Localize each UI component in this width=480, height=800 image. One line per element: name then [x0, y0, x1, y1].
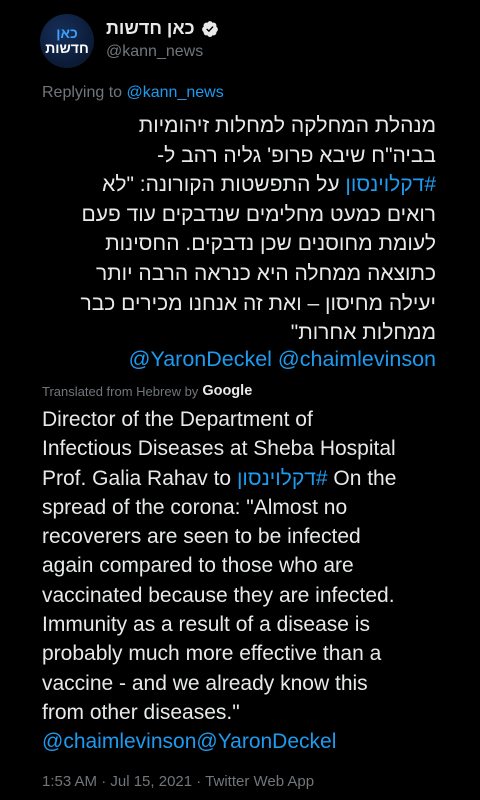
english-mention-links[interactable]: @chaimlevinson@YaronDeckel [42, 730, 337, 754]
english-line: probably much more effective than a [42, 642, 382, 666]
english-line: Infectious Diseases at Sheba Hospital [42, 437, 396, 461]
english-line: vaccinated because they are infected. [42, 583, 395, 607]
replying-prefix: Replying to [42, 84, 127, 101]
hebrew-line: בביה"ח שיבא פרופ' גליה רהב ל- [157, 143, 436, 167]
english-line: recoverers are seen to be infected [42, 525, 361, 549]
english-line-text: On the [327, 466, 397, 490]
translation-attribution [42, 383, 252, 399]
google-logo: Google [202, 383, 253, 399]
reply-target-link[interactable]: @kann_news [126, 84, 224, 101]
hebrew-line: מנהלת המחלקה למחלות זיהומיות [138, 114, 436, 137]
english-line: Director of the Department of [42, 408, 313, 431]
english-line-text: Prof. Galia Rahav to [42, 466, 237, 490]
english-line: spread of the corona: "Almost no [42, 495, 348, 519]
replying-to [42, 84, 224, 102]
avatar-text-line1: כאן [56, 25, 78, 41]
tweet-header [40, 14, 460, 74]
english-line: again compared to those who are [42, 554, 354, 578]
avatar-text-line2: חדשות [45, 40, 89, 56]
hebrew-line: יעילה מחיסון – ואת זה אנחנו מכירים כבר [80, 291, 436, 315]
hebrew-tweet-text [28, 111, 436, 348]
translation-label: Translated from Hebrew by [42, 383, 199, 399]
hebrew-line: לעומת מחוסנים שכן נדבקים. החסינות [105, 232, 436, 256]
verified-badge-icon [201, 20, 219, 38]
avatar[interactable] [40, 14, 94, 68]
hebrew-line: ממחלות אחרות" [290, 321, 436, 345]
handle[interactable]: @kann_news [106, 43, 204, 60]
english-line: Immunity as a result of a disease is [42, 613, 370, 637]
hebrew-line: כתוצאה ממחלה היא כנראה הרבה יותר [95, 261, 436, 285]
tweet-timestamp[interactable]: 1:53 AM · Jul 15, 2021 · Twitter Web App [42, 773, 315, 790]
hashtag-link[interactable]: #דקלוינסון [236, 466, 328, 490]
english-translation-text [42, 405, 462, 757]
hebrew-line-text: על התפשטות הקורונה: "לא [102, 173, 340, 197]
display-name[interactable]: כאן חדשות [106, 18, 195, 38]
english-line [42, 464, 462, 493]
hebrew-line: רואים כמעט מחלימים שנדבקים עוד פעם [81, 202, 436, 226]
hashtag-link[interactable]: #דקלוינסון [345, 173, 436, 197]
mention-links[interactable]: @YaronDeckel @chaimlevinson [128, 347, 436, 371]
english-line: from other diseases." [42, 700, 240, 724]
english-line: vaccine - and we already know this [42, 671, 368, 695]
name-row [106, 18, 219, 39]
hebrew-line [28, 170, 436, 200]
